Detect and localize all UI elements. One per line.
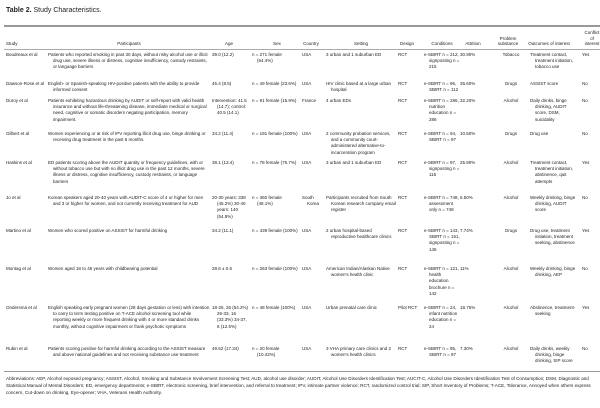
cell-outcomes: Daily drinks, weekly drinking, binge drinking, SIP score — [530, 346, 573, 364]
bottom-rule — [4, 371, 600, 372]
cell-conflict: Yes — [582, 305, 590, 310]
cell-sex: n = 271 female (64.4%) — [252, 52, 282, 64]
cell-conflict: Yes — [582, 228, 590, 233]
cell-problem-substance: Tobacco — [502, 52, 520, 57]
column-header-outcomes — [528, 26, 570, 47]
column-header-sex — [252, 26, 302, 47]
cell-participants: English speaking early pregnant women (28 days gestation or less) with intention to carry to term testing positive on T-ACE alcohol screening tool while reporting weekly or more frequent drinking with 4 or more standard drinks monthly, without cognitive impairment or frank psychotic symptoms — [48, 305, 210, 329]
cell-problem-substance: Alcohol — [503, 195, 519, 200]
cell-attrition: 18.75% — [460, 305, 476, 310]
cell-attrition: 30.90% — [460, 52, 476, 57]
cell-participants: Patients exhibiting hazardous drinking by AUDIT or self-report with valid health insurance and without life-threatening disease, immediate medical or surgical need, cognitive or somatic disorders negating participation, memory impairment. — [48, 98, 207, 122]
cell-sex: n = 439 female (100%) — [252, 228, 298, 233]
cell-conditions: e-SBIRT n = 96, SBIRT n = 112 — [424, 81, 459, 93]
cell-conflict: No — [582, 195, 588, 200]
cell-participants: Patients who reported smoking in past 30 days, without risky alcohol use or illicit drug use, severe illness or distress, cognitive insufficiency, custody restraints, or language barriers — [48, 52, 208, 70]
cell-country: USA — [302, 81, 312, 86]
cell-conflict: Yes — [582, 52, 590, 57]
cell-conditions: e-SBIRT n = 24, infant nutrition education n = 24 — [424, 305, 458, 329]
column-header-label: Attrition — [465, 41, 481, 47]
cell-conflict: No — [582, 266, 588, 271]
cell-conditions: e-SBIRT n = 121, health education brochure n = 142 — [424, 266, 459, 296]
table-label: Table 2. — [6, 7, 32, 14]
cell-conflict: Yes — [582, 160, 590, 165]
column-header-label: Design — [399, 41, 414, 47]
cell-participants: Women who scored positive on ASSIST for harmful drinking — [48, 228, 168, 233]
cell-age: 34.2 (11.1) — [212, 228, 234, 233]
header-rule — [4, 49, 600, 50]
cell-age: 49.52 (17.34) — [212, 346, 239, 351]
cell-outcomes: Abstinence, treatment-seeking — [530, 305, 576, 317]
cell-sex: n = 20 female (10.42%) — [252, 346, 280, 358]
cell-setting: Participants recruited from South Korean research company email register — [326, 195, 396, 213]
cell-outcomes: Weekly drinking, binge drinking, AEP — [530, 266, 576, 278]
column-header-label: Outcomes of interest — [528, 41, 570, 47]
cell-setting: 3 urban and 1 suburban ED — [326, 52, 382, 57]
cell-conditions: e-SBIRT n = 748, assessment only n = 748 — [424, 195, 459, 213]
cell-attrition: 7.74% — [460, 228, 473, 233]
abbreviations-footnote: Abbreviations: AEP, Alcohol exposed pregnancy; ASSIST, Alcohol, Smoking and Substance Involvement Screening Test; AUD, alcohol use disorder; AUDIT, Alcohol Use Disorders Identification Test; AUCIT-C, Alcohol Use Disorders Identification Test of Consumption; DSM, Diagnostic and Statistical Manual of Mental Disorders; ED, emergency departments; e-SBIRT, electronic screening, brief intervention, and referral to treatment; IPV, intimate partner violence; RCT, randomized control trial; SIP, Short Inventory of Problems; T-ACE, Tolerance, Annoyed when others express concern, Cut-down on drinking, Eye-opener; VHA, Veterans Health Authority. — [6, 376, 591, 395]
column-header-age — [212, 26, 246, 47]
cell-outcomes: Drug use — [530, 131, 549, 136]
cell-design: RCT — [398, 266, 408, 271]
column-header-design — [396, 26, 418, 47]
cell-setting: HIV clinic based at a large urban hospital — [326, 81, 392, 93]
cell-country: USA — [302, 228, 312, 233]
table-caption: Study Characteristics. — [33, 7, 102, 14]
cell-setting: 2 urban hospital-based reproductive healthcare clinics — [326, 228, 392, 240]
cell-study: Haskins et al — [6, 160, 32, 165]
cell-study: Gilbert et al — [6, 131, 30, 136]
cell-conditions: e-SBIRT n = 95, SBIRT n = 97 — [424, 346, 457, 358]
cell-conditions: e-SBIRT n = 97, signposting n = 115 — [424, 160, 460, 178]
cell-setting: 3 urban and 1 suburban ED — [326, 160, 382, 165]
cell-design: Pilot RCT — [398, 305, 418, 310]
cell-outcomes: Treatment contact, treatment initiation, tobacco use — [530, 52, 574, 70]
cell-outcomes: Drug use, treatment initiation, treatment seeking, abstinence — [530, 228, 575, 246]
column-header-problem-substance — [492, 26, 524, 47]
column-header-conflict — [584, 26, 600, 47]
cell-attrition: 10.50% — [460, 131, 476, 136]
cell-problem-substance: Drugs — [504, 131, 517, 136]
cell-sex: n = 48 female (100%) — [252, 305, 296, 310]
column-header-conditions — [424, 26, 460, 47]
cell-participants: English- or Spanish-speaking HIV-positive patients with the ability to provide informed consent — [48, 81, 200, 93]
cell-sex: n = 49 female (23.6%) — [252, 81, 297, 86]
cell-country: France — [302, 98, 317, 103]
cell-outcomes: Weekly drinking, binge drinking, AUDIT score — [530, 195, 576, 213]
column-header-label: Sex — [273, 41, 281, 47]
cell-setting: Urban prenatal care clinic — [326, 305, 378, 310]
cell-attrition: 25.90% — [460, 160, 476, 165]
cell-outcomes: Daily drinks, binge drinking, AUDIT score, DSM, suicidality — [530, 98, 567, 122]
cell-country: USA — [302, 346, 312, 351]
cell-design: RCT — [398, 160, 408, 165]
cell-country: USA — [302, 160, 312, 165]
cell-country: USA — [302, 131, 312, 136]
cell-problem-substance: Alcohol — [503, 160, 519, 165]
cell-design: RCT — [398, 195, 408, 200]
cell-age: 38.1 (13.4) — [212, 160, 234, 165]
cell-age: Intervention: 41.5 (14.7); control: 40.5 (14.1) — [212, 98, 247, 116]
cell-conflict: No — [582, 131, 588, 136]
cell-country: USA — [302, 266, 312, 271]
cell-age: 39.0 (12.2) — [212, 52, 234, 57]
cell-design: RCT — [398, 81, 408, 86]
cell-study: Jo et al — [6, 195, 21, 200]
cell-study: Ondersma et al — [6, 305, 37, 310]
cell-conditions: e-SBIRT n = 143, SBIRT n = 151, signposting n = 145 — [424, 228, 460, 252]
cell-attrition: 32.20% — [460, 98, 476, 103]
cell-outcomes: ASSIST score — [530, 81, 559, 86]
column-header-label: Age — [224, 41, 233, 47]
cell-design: RCT — [398, 52, 408, 57]
cell-age: 28.6 ± 0.5 — [212, 266, 232, 271]
cell-design: RCT — [398, 98, 408, 103]
cell-conflict: No — [582, 346, 588, 351]
column-header-country — [300, 26, 322, 47]
cell-design: RCT — [398, 228, 408, 233]
cell-country: USA — [302, 305, 312, 310]
column-header-study — [6, 26, 46, 47]
cell-participants: Women experiencing or at risk of IPV reporting illicit drug use, binge drinking or receiving drug treatment in the past 6 months. — [48, 131, 206, 143]
cell-problem-substance: Alcohol — [503, 305, 519, 310]
cell-attrition: 6.50% — [460, 195, 473, 200]
cell-participants: ED patients scoring above the AUDIT quantity or frequency guidelines, with or without tobacco use but with no illicit drug use in the past 12 months, severe illness or distress, cognitive insufficiency, custody restraints, or language barriers — [48, 160, 205, 184]
column-header-participants — [48, 26, 210, 47]
cell-setting: 2 community probation services, and a community court-administered alternative-to-incarceration program — [326, 131, 391, 155]
cell-attrition: 35.60% — [460, 81, 476, 86]
cell-problem-substance: Drugs — [504, 81, 517, 86]
cell-conditions: e-SBIRT n = 94, SBIRT n = 97 — [424, 131, 457, 143]
cell-age: 45.4 (8.5) — [212, 81, 232, 86]
column-header-label: Conflict of interest — [584, 30, 600, 47]
cell-sex: n = 191 female (100%) — [252, 131, 298, 136]
column-header-label: Conditions — [431, 41, 453, 47]
column-header-label: Setting — [353, 41, 368, 47]
cell-problem-substance: Alcohol — [503, 98, 519, 103]
cell-conflict: No — [582, 98, 588, 103]
cell-design: RCT — [398, 346, 408, 351]
cell-country: South Korea — [302, 195, 320, 207]
cell-sex: n = 263 female (100%) — [252, 266, 298, 271]
cell-setting: American Indian/Alaskan Native women's health clinic — [326, 266, 390, 278]
column-header-label: Study — [6, 41, 18, 47]
cell-study: Duroy et al — [6, 98, 28, 103]
cell-design: RCT — [398, 131, 408, 136]
cell-problem-substance: Drugs — [504, 228, 517, 233]
cell-study: Dawson-Rose et al — [6, 81, 45, 86]
cell-country: USA — [302, 52, 312, 57]
cell-participants: Korean speakers aged 20-40 years with AUDIT-C score of 4 or higher for men and 3 or higher for women, and not currently receiving treatment for AUD — [48, 195, 204, 207]
cell-study: Montag et al — [6, 266, 31, 271]
cell-outcomes: Treatment contact, treatment initiation, abstinence, quit attempts — [530, 160, 574, 184]
cell-sex: n = 78 female (75.7%) — [252, 160, 297, 165]
cell-age: 20-30 years: 338 (45.2%) 30-40 years: 140 (54.8%) — [212, 195, 246, 219]
column-header-label: Participants — [117, 41, 141, 47]
cell-setting: 4 urban EDs — [326, 98, 352, 103]
cell-age: 34.2 (11.4) — [212, 131, 234, 136]
cell-attrition: 7.30% — [460, 346, 473, 351]
cell-sex: n = 91 female (15.9%) — [252, 98, 297, 103]
cell-conflict: No — [582, 81, 588, 86]
column-header-label: Problem substance — [497, 35, 519, 47]
table-title — [6, 7, 102, 14]
cell-problem-substance: Alcohol — [503, 266, 519, 271]
cell-participants: Women aged 18 to 45 years with childbearing potential — [48, 266, 158, 271]
cell-setting: 3 VHA primary care clinics and 2 women's health clinics — [326, 346, 392, 358]
cell-sex: n = 360 female (48.1%) — [252, 195, 282, 207]
cell-study: Boudreaux et al — [6, 52, 38, 57]
cell-conditions: e-SBIRT n = 212, signposting n = 215 — [424, 52, 460, 70]
cell-problem-substance: Alcohol — [503, 346, 519, 351]
cell-age: 18-25, 26 (54.2%) 26-33, 16 (33.3%) 34-37, 6 (12.5%) — [212, 305, 249, 329]
cell-study: Martino et al — [6, 228, 31, 233]
cell-study: Rubin et al — [6, 346, 28, 351]
cell-participants: Patients scoring positive for harmful drinking according to the ASSIST measure and above national guidelines and not receiving substance use treatment — [48, 346, 206, 358]
cell-attrition: 11% — [460, 266, 469, 271]
column-header-label: Country — [303, 41, 319, 47]
column-header-attrition — [458, 26, 488, 47]
column-header-setting — [326, 26, 396, 47]
cell-conditions: e-SBIRT n = 286, nutrition education n = 286 — [424, 98, 459, 122]
